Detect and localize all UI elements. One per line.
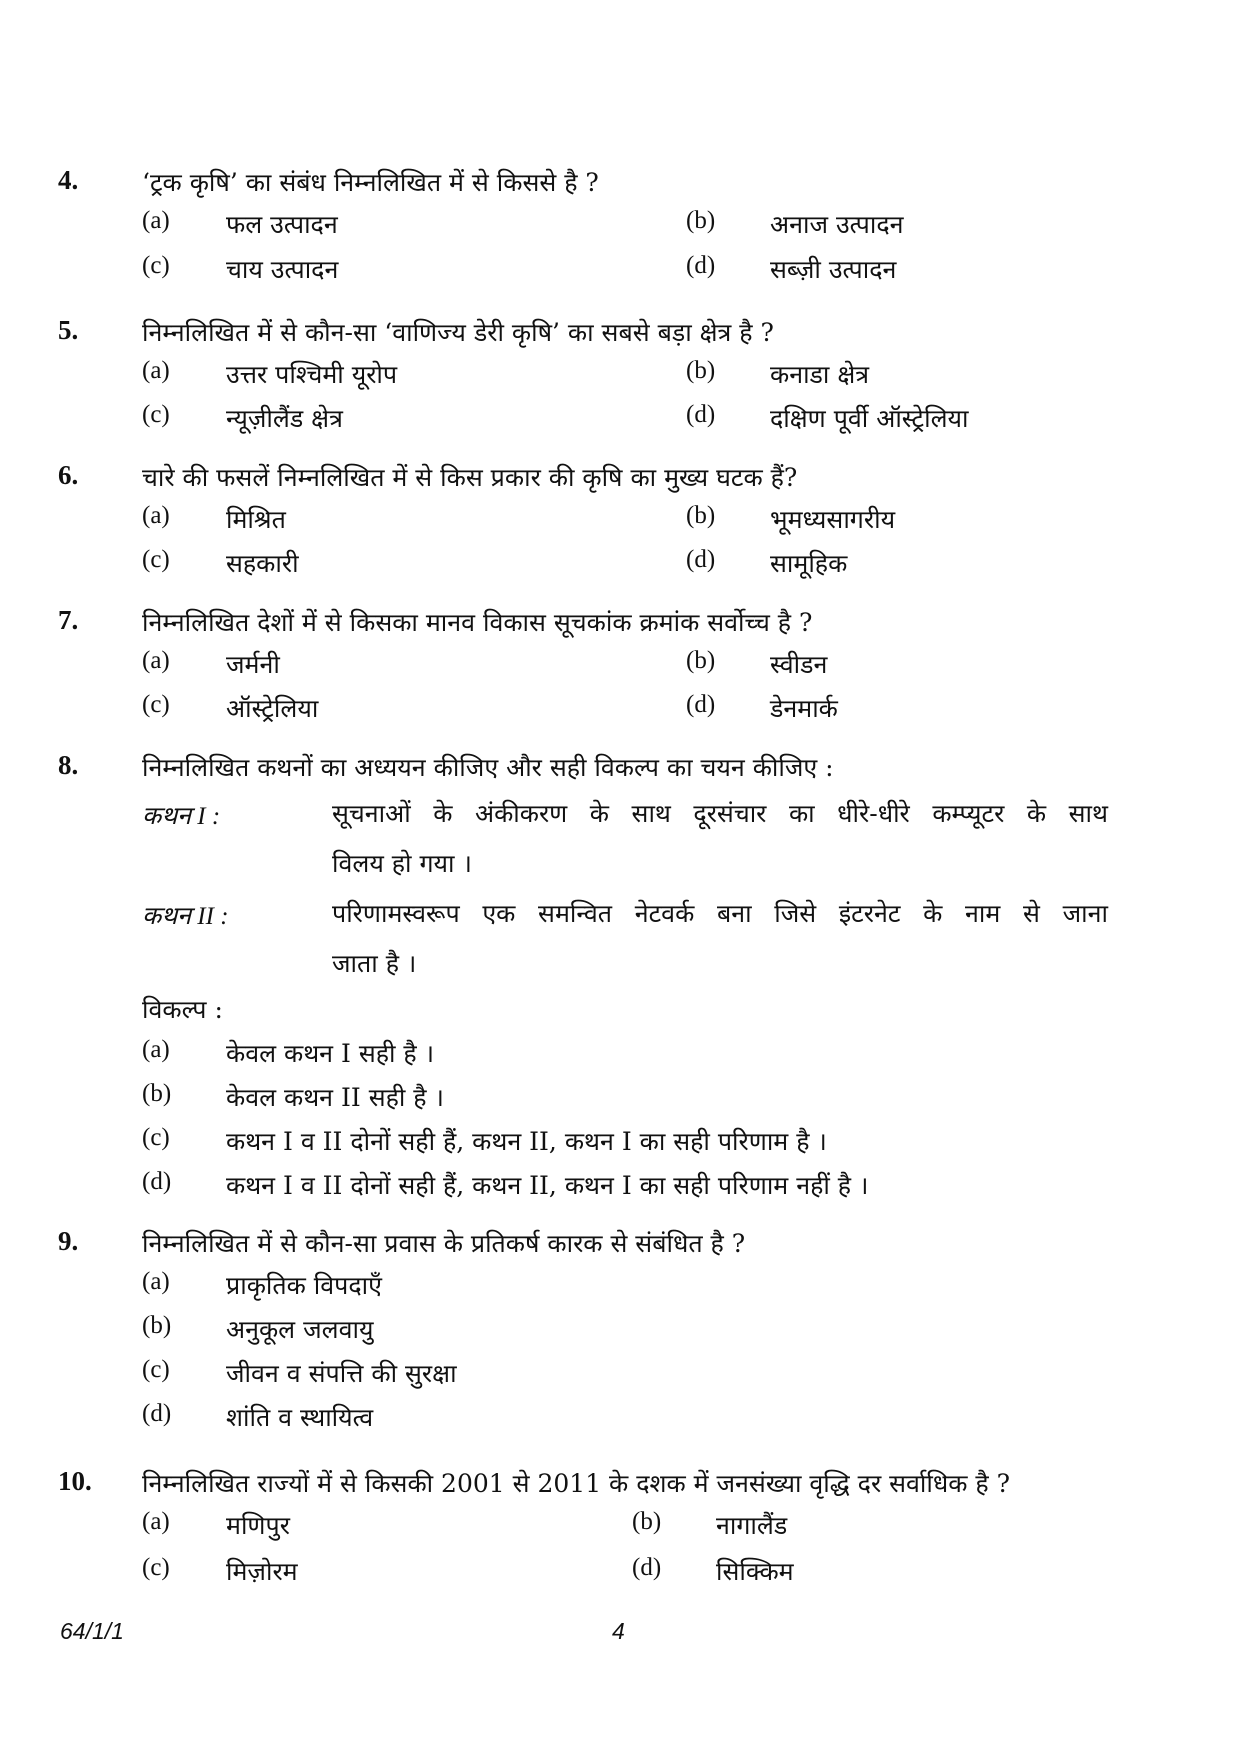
option-text: फल उत्पादन bbox=[226, 210, 338, 239]
option-text: मिज़ोरम bbox=[226, 1557, 298, 1586]
option-label: (d) bbox=[686, 691, 716, 718]
option-text: मिश्रित bbox=[226, 505, 286, 534]
option-text: उत्तर पश्चिमी यूरोप bbox=[226, 360, 398, 389]
question-number: 4. bbox=[58, 165, 79, 195]
option-label: (b) bbox=[686, 647, 716, 674]
option-text: भूमध्यसागरीय bbox=[770, 505, 896, 534]
page-number: 4 bbox=[612, 1618, 625, 1644]
option-text: कथन I व II दोनों सही हैं, कथन II, कथन I का सही परिणाम नहीं है । bbox=[226, 1171, 869, 1200]
question-text: निम्नलिखित में से कौन-सा ‘वाणिज्य डेरी कृषि’ का सबसे बड़ा क्षेत्र है ? bbox=[142, 318, 774, 347]
option-label: (a) bbox=[142, 502, 170, 529]
option-label: (c) bbox=[142, 1554, 170, 1581]
option-label: (c) bbox=[142, 252, 170, 279]
option-text: केवल कथन I सही है । bbox=[226, 1039, 435, 1068]
option-label: (b) bbox=[686, 207, 716, 234]
statement-2-label: कथन II : bbox=[142, 903, 229, 930]
question-text: ‘ट्रक कृषि’ का संबंध निम्नलिखित में से किससे है ? bbox=[142, 168, 599, 197]
option-label: (d) bbox=[142, 1168, 172, 1195]
option-text: डेनमार्क bbox=[770, 694, 838, 723]
option-label: (a) bbox=[142, 1508, 170, 1535]
paper-code: 64/1/1 bbox=[60, 1618, 124, 1644]
option-text: केवल कथन II सही है । bbox=[226, 1083, 444, 1112]
option-label: (b) bbox=[686, 502, 716, 529]
question-number: 6. bbox=[58, 460, 79, 490]
option-label: (c) bbox=[142, 401, 170, 428]
option-text: अनाज उत्पादन bbox=[770, 210, 904, 239]
question-number: 7. bbox=[58, 605, 79, 635]
option-text: प्राकृतिक विपदाएँ bbox=[226, 1271, 382, 1300]
option-text: जर्मनी bbox=[226, 650, 280, 679]
option-text: मणिपुर bbox=[226, 1511, 290, 1540]
option-label: (a) bbox=[142, 357, 170, 384]
question-text: निम्नलिखित कथनों का अध्ययन कीजिए और सही विकल्प का चयन कीजिए : bbox=[142, 753, 834, 782]
option-text: सामूहिक bbox=[770, 549, 848, 578]
option-text: न्यूज़ीलैंड क्षेत्र bbox=[226, 404, 343, 433]
option-text: नागालैंड bbox=[716, 1511, 788, 1540]
option-label: (c) bbox=[142, 1124, 170, 1151]
option-text: सिक्किम bbox=[716, 1557, 794, 1586]
option-text: शांति व स्थायित्व bbox=[226, 1403, 374, 1432]
option-label: (c) bbox=[142, 691, 170, 718]
question-text: चारे की फसलें निम्नलिखित में से किस प्रकार की कृषि का मुख्य घटक हैं? bbox=[142, 463, 798, 492]
option-label: (d) bbox=[686, 401, 716, 428]
option-label: (c) bbox=[142, 546, 170, 573]
option-label: (b) bbox=[142, 1312, 172, 1339]
option-label: (a) bbox=[142, 207, 170, 234]
option-text: स्वीडन bbox=[770, 650, 828, 679]
statement-1-line-1: सूचनाओं के अंकीकरण के साथ दूरसंचार का धीरे-धीरे कम्प्यूटर के साथ bbox=[332, 799, 1108, 828]
option-label: (d) bbox=[142, 1400, 172, 1427]
option-text: कथन I व II दोनों सही हैं, कथन II, कथन I का सही परिणाम है । bbox=[226, 1127, 827, 1156]
option-text: कनाडा क्षेत्र bbox=[770, 360, 870, 389]
option-text: सब्ज़ी उत्पादन bbox=[770, 255, 897, 284]
statement-1-label: कथन I : bbox=[142, 803, 221, 830]
option-text: ऑस्ट्रेलिया bbox=[226, 694, 319, 723]
question-text: निम्नलिखित देशों में से किसका मानव विकास सूचकांक क्रमांक सर्वोच्च है ? bbox=[142, 608, 813, 637]
option-label: (a) bbox=[142, 1036, 170, 1063]
statement-2-line-2: जाता है । bbox=[332, 949, 417, 978]
option-text: जीवन व संपत्ति की सुरक्षा bbox=[226, 1359, 457, 1388]
option-text: सहकारी bbox=[226, 549, 299, 578]
option-label: (d) bbox=[686, 252, 716, 279]
option-label: (d) bbox=[686, 546, 716, 573]
question-number: 8. bbox=[58, 750, 79, 780]
option-label: (a) bbox=[142, 1268, 170, 1295]
options-heading: विकल्प : bbox=[142, 995, 223, 1024]
option-label: (b) bbox=[686, 357, 716, 384]
question-number: 9. bbox=[58, 1226, 79, 1256]
option-label: (d) bbox=[632, 1554, 662, 1581]
option-label: (b) bbox=[142, 1080, 172, 1107]
question-number: 5. bbox=[58, 315, 79, 345]
option-label: (c) bbox=[142, 1356, 170, 1383]
statement-2-line-1: परिणामस्वरूप एक समन्वित नेटवर्क बना जिसे इंटरनेट के नाम से जाना bbox=[332, 899, 1108, 928]
option-label: (a) bbox=[142, 647, 170, 674]
option-text: अनुकूल जलवायु bbox=[226, 1315, 374, 1344]
statement-1-line-2: विलय हो गया । bbox=[332, 849, 472, 878]
option-text: दक्षिण पूर्वी ऑस्ट्रेलिया bbox=[770, 404, 969, 433]
option-text: चाय उत्पादन bbox=[226, 255, 339, 284]
question-text: निम्नलिखित राज्यों में से किसकी 2001 से 2011 के दशक में जनसंख्या वृद्धि दर सर्वाधिक है ? bbox=[142, 1469, 1011, 1498]
question-number: 10. bbox=[58, 1466, 92, 1496]
question-text: निम्नलिखित में से कौन-सा प्रवास के प्रतिकर्ष कारक से संबंधित है ? bbox=[142, 1229, 746, 1258]
option-label: (b) bbox=[632, 1508, 662, 1535]
